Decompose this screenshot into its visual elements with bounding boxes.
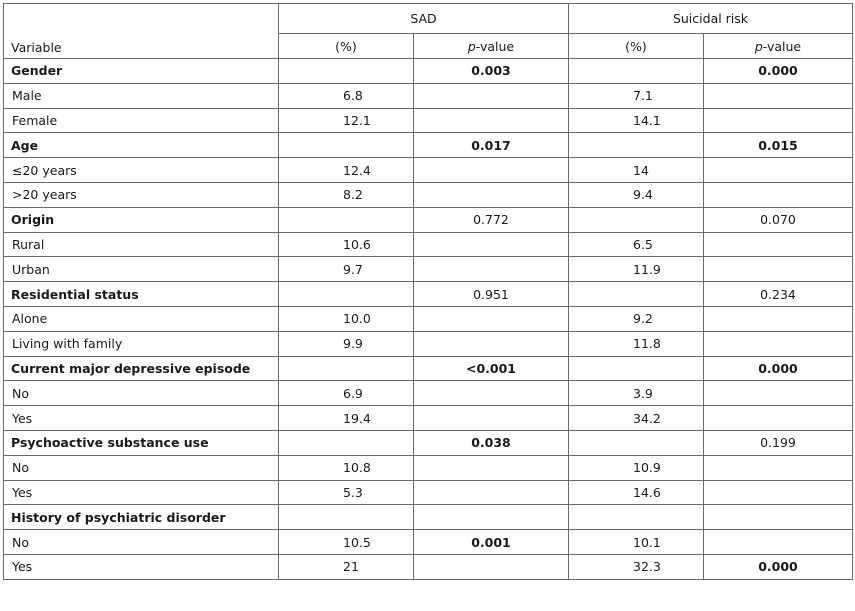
p-italic: p bbox=[754, 38, 763, 54]
suicidal-risk-percent: 11.9 bbox=[569, 257, 704, 282]
suicidal-risk-pvalue bbox=[704, 257, 853, 282]
subgroup-label: Female bbox=[4, 108, 279, 133]
subgroup-label: No bbox=[4, 530, 279, 555]
sad-pvalue bbox=[414, 83, 569, 108]
subgroup-label: No bbox=[4, 381, 279, 406]
subgroup-label: >20 years bbox=[4, 182, 279, 207]
results-table bbox=[3, 3, 853, 580]
suicidal-risk-percent: 7.1 bbox=[569, 83, 704, 108]
category-label: History of psychiatric disorder bbox=[4, 505, 279, 530]
suicidal-risk-percent bbox=[569, 133, 704, 158]
suicidal-risk-percent bbox=[569, 430, 704, 455]
suicidal-risk-percent: 6.5 bbox=[569, 232, 704, 257]
table-row bbox=[4, 480, 853, 505]
table-row bbox=[4, 406, 853, 431]
table-row bbox=[4, 182, 853, 207]
category-label: Origin bbox=[4, 207, 279, 232]
suicidal-risk-percent: 9.4 bbox=[569, 182, 704, 207]
header-empty-cell bbox=[4, 4, 279, 34]
suicidal-risk-percent bbox=[569, 282, 704, 307]
category-label: Psychoactive substance use bbox=[4, 430, 279, 455]
category-label: Age bbox=[4, 133, 279, 158]
sad-percent: 10.6 bbox=[279, 232, 414, 257]
suicidal-risk-percent: 14 bbox=[569, 158, 704, 183]
suicidal-risk-pvalue bbox=[704, 480, 853, 505]
header-sr-pvalue bbox=[704, 34, 853, 59]
table-row-category bbox=[4, 133, 853, 158]
sad-pvalue: 0.038 bbox=[414, 430, 569, 455]
sad-percent bbox=[279, 430, 414, 455]
subgroup-label: Yes bbox=[4, 554, 279, 579]
table-row-category bbox=[4, 505, 853, 530]
suicidal-risk-percent: 10.9 bbox=[569, 455, 704, 480]
suicidal-risk-percent: 10.1 bbox=[569, 530, 704, 555]
suicidal-risk-percent: 9.2 bbox=[569, 306, 704, 331]
sad-percent bbox=[279, 356, 414, 381]
suicidal-risk-pvalue: 0.199 bbox=[704, 430, 853, 455]
suicidal-risk-percent bbox=[569, 356, 704, 381]
suicidal-risk-pvalue bbox=[704, 83, 853, 108]
suicidal-risk-percent: 3.9 bbox=[569, 381, 704, 406]
header-group-suicidal-risk: Suicidal risk bbox=[569, 4, 853, 34]
subgroup-label: Yes bbox=[4, 480, 279, 505]
sad-percent bbox=[279, 505, 414, 530]
header-group-sad: SAD bbox=[279, 4, 569, 34]
suicidal-risk-pvalue bbox=[704, 108, 853, 133]
suicidal-risk-pvalue bbox=[704, 232, 853, 257]
suicidal-risk-percent: 14.6 bbox=[569, 480, 704, 505]
table-row-category bbox=[4, 430, 853, 455]
p-italic: p bbox=[467, 38, 476, 54]
sad-pvalue bbox=[414, 505, 569, 530]
sad-percent: 12.1 bbox=[279, 108, 414, 133]
suicidal-risk-percent: 34.2 bbox=[569, 406, 704, 431]
header-sad-pct: (%) bbox=[279, 34, 414, 59]
table-row-category bbox=[4, 207, 853, 232]
subgroup-label: Alone bbox=[4, 306, 279, 331]
suicidal-risk-percent bbox=[569, 59, 704, 84]
p-rest: -value bbox=[475, 38, 515, 54]
suicidal-risk-pvalue bbox=[704, 306, 853, 331]
sad-percent: 10.0 bbox=[279, 306, 414, 331]
sad-percent bbox=[279, 207, 414, 232]
table-row bbox=[4, 232, 853, 257]
sad-pvalue bbox=[414, 306, 569, 331]
suicidal-risk-percent: 32.3 bbox=[569, 554, 704, 579]
suicidal-risk-pvalue: 0.000 bbox=[704, 356, 853, 381]
subgroup-label: Male bbox=[4, 83, 279, 108]
table-row bbox=[4, 530, 853, 555]
table-row-category bbox=[4, 59, 853, 84]
subgroup-label: ≤20 years bbox=[4, 158, 279, 183]
sad-percent: 10.8 bbox=[279, 455, 414, 480]
subgroup-label: No bbox=[4, 455, 279, 480]
sad-percent: 8.2 bbox=[279, 182, 414, 207]
sad-pvalue: 0.003 bbox=[414, 59, 569, 84]
subgroup-label: Urban bbox=[4, 257, 279, 282]
sad-pvalue: 0.001 bbox=[414, 530, 569, 555]
suicidal-risk-percent: 14.1 bbox=[569, 108, 704, 133]
suicidal-risk-pvalue bbox=[704, 505, 853, 530]
suicidal-risk-percent bbox=[569, 505, 704, 530]
table-row bbox=[4, 257, 853, 282]
sad-percent bbox=[279, 282, 414, 307]
sad-pvalue bbox=[414, 158, 569, 183]
sad-percent: 9.9 bbox=[279, 331, 414, 356]
table-row bbox=[4, 158, 853, 183]
table-body bbox=[4, 4, 853, 580]
table-row bbox=[4, 306, 853, 331]
sad-pvalue bbox=[414, 381, 569, 406]
sad-percent bbox=[279, 59, 414, 84]
table-row bbox=[4, 108, 853, 133]
subgroup-label: Yes bbox=[4, 406, 279, 431]
suicidal-risk-pvalue: 0.015 bbox=[704, 133, 853, 158]
sad-pvalue: 0.951 bbox=[414, 282, 569, 307]
subgroup-label: Living with family bbox=[4, 331, 279, 356]
header-variable: Variable bbox=[4, 34, 279, 59]
sad-percent: 6.9 bbox=[279, 381, 414, 406]
suicidal-risk-pvalue bbox=[704, 182, 853, 207]
category-label: Gender bbox=[4, 59, 279, 84]
table-row-category bbox=[4, 282, 853, 307]
sad-percent: 9.7 bbox=[279, 257, 414, 282]
table-row-category bbox=[4, 356, 853, 381]
sad-pvalue: 0.017 bbox=[414, 133, 569, 158]
sad-pvalue bbox=[414, 232, 569, 257]
suicidal-risk-pvalue bbox=[704, 530, 853, 555]
suicidal-risk-percent: 11.8 bbox=[569, 331, 704, 356]
table-row bbox=[4, 83, 853, 108]
suicidal-risk-pvalue: 0.000 bbox=[704, 59, 853, 84]
category-label: Current major depressive episode bbox=[4, 356, 279, 381]
suicidal-risk-pvalue: 0.000 bbox=[704, 554, 853, 579]
header-sr-pct: (%) bbox=[569, 34, 704, 59]
sad-pvalue bbox=[414, 182, 569, 207]
suicidal-risk-pvalue bbox=[704, 406, 853, 431]
sad-percent: 6.8 bbox=[279, 83, 414, 108]
suicidal-risk-pvalue: 0.234 bbox=[704, 282, 853, 307]
table-row bbox=[4, 331, 853, 356]
sad-percent: 19.4 bbox=[279, 406, 414, 431]
suicidal-risk-pvalue bbox=[704, 158, 853, 183]
suicidal-risk-pvalue bbox=[704, 455, 853, 480]
sad-pvalue bbox=[414, 331, 569, 356]
sad-percent bbox=[279, 133, 414, 158]
header-row-columns bbox=[4, 34, 853, 59]
sad-percent: 21 bbox=[279, 554, 414, 579]
table-row bbox=[4, 455, 853, 480]
suicidal-risk-percent bbox=[569, 207, 704, 232]
sad-pvalue bbox=[414, 480, 569, 505]
sad-pvalue: 0.772 bbox=[414, 207, 569, 232]
sad-percent: 5.3 bbox=[279, 480, 414, 505]
sad-pvalue: <0.001 bbox=[414, 356, 569, 381]
table-row bbox=[4, 381, 853, 406]
sad-pvalue bbox=[414, 108, 569, 133]
sad-pvalue bbox=[414, 554, 569, 579]
sad-percent: 10.5 bbox=[279, 530, 414, 555]
sad-pvalue bbox=[414, 455, 569, 480]
header-row-groups bbox=[4, 4, 853, 34]
suicidal-risk-pvalue bbox=[704, 381, 853, 406]
sad-pvalue bbox=[414, 257, 569, 282]
category-label: Residential status bbox=[4, 282, 279, 307]
sad-pvalue bbox=[414, 406, 569, 431]
table-row bbox=[4, 554, 853, 579]
suicidal-risk-pvalue: 0.070 bbox=[704, 207, 853, 232]
suicidal-risk-pvalue bbox=[704, 331, 853, 356]
subgroup-label: Rural bbox=[4, 232, 279, 257]
p-rest: -value bbox=[762, 38, 802, 54]
header-sad-pvalue bbox=[414, 34, 569, 59]
sad-percent: 12.4 bbox=[279, 158, 414, 183]
